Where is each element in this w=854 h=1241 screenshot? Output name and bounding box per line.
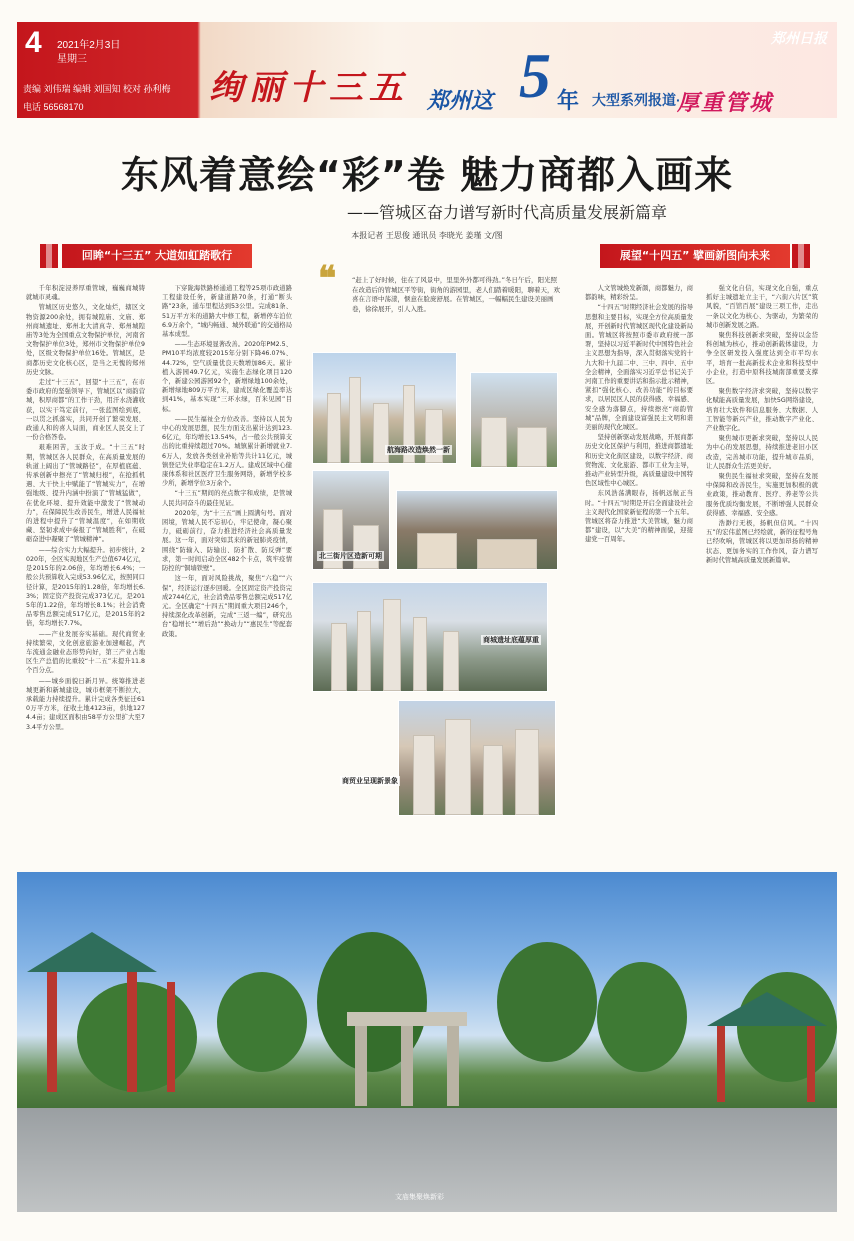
paragraph: 聚焦数字经济求突破，坚持以数字化赋能高质量发展，加快5G网络建设，培育壮大软件和信息服务、大数据、人工智能等新兴产业，推动数字产业化、产业数字化。 [706, 388, 818, 433]
page-number: 4 [25, 26, 42, 59]
photo-commerce [398, 700, 556, 816]
paragraph: ——产业发展夯实基础。现代商贸业持续繁荣，文化创意旅游业加速崛起，汽车流通金融业态形势向好，第三产业占地区生产总值的比重较“十二五”末提升11.8个百分点。 [26, 630, 145, 675]
series-five: 5 [519, 40, 551, 111]
paragraph: “十三五”期间的亮点数字和成绩，是管城人民共同奋斗的最佳见证。 [162, 490, 292, 507]
paragraph: 管城区历史悠久，文化灿烂，辖区文物资源200余处，拥有城隍庙、文庙、郑州商城遗址、郑州北大清真寺、郑州城隍庙等3处为全国重点文物保护单位，河南省文物保护单位3处，郑州市文物保护单位9处，区级文物保护单位16处。管城区，是商都历史文化核心区，是当之无愧的郑州历史文脉。 [26, 304, 145, 376]
issue-date: 2021年2月3日 [57, 40, 121, 51]
pull-quote: “赶上了好时候，住在了风景中，里里外外都可得劲。”冬日午后，阳光照在改造后的管城区平等街，街角的游园里，老人们踏着暖阳，聊着天，欢喜在言语中荡漾，惬意在脸庞舒展。在管城区，一幅幅民生建设美丽画卷，徐徐展开，引人入胜。 [352, 276, 560, 313]
column-brand: 绚丽十三五 [209, 68, 409, 108]
banner-decoration [40, 244, 58, 268]
paragraph: 聚焦科技创新求突破，坚持以金岱科创城为核心，推动创新载体建设，力争全区研发投入强度达到全市平均水平，培育一批高新技术企业和科技型中小企业，打造中原科技城南部重要支撑区。 [706, 332, 818, 386]
paragraph: ——综合实力大幅提升。初步统计，2020年，全区实现地区生产总值674亿元，是2015年的2.06倍，年均增长6.4%；一般公共预算收入完成53.96亿元，按照同口径计算，是2015年的1.28倍，年均增长6.3%；固定资产投资完成373亿元，是2015年的1.22倍，年均增长8.1%；社会消费品零售总额完成517亿元，是2015年的2倍，年均增长7.7%。 [26, 546, 145, 628]
paragraph: 艰难困苦，玉汝于成。“十三五”时期，管城区各人民群众，在高质量发展的轨道上阔出了“管城路径”，在厚植底蕴、传承创新中擦亮了“管城归根”，在抢抓机遇、大干快上中赋能了“管城实力”，在增强地级、提升内涵中扮演了“管城猛做”，在优化环境、提升效能中激发了“管城动力”，在保障民生改善民生，增进人民福祉的进程中提升了“管城温度”，在如期收藏、坚韧求成中奏报了“管城胜利”，在砥砺奋进中凝聚了“管城精神”。 [26, 444, 145, 544]
series-city: 郑州这 [427, 88, 494, 113]
paragraph: 下穿陇海铁路桥通道工程等25项市政道路工程建设任务，新建道路70条，打通“断头路”23条，通车里程达到53公里。完成81条、51万平方米的道路大中修工程，新增停车泊位6.9万余个，“城内畅通、城外联通”的交通格局基本成型。 [162, 285, 292, 339]
photo-old-buildings [396, 490, 558, 570]
paragraph: 聚焦民生福祉求突破，坚持在发展中保障和改善民生，实施更加积极的就业政策，推动教育、医疗、养老等公共服务优质均衡发展，不断增强人民群众获得感、幸福感、安全感。 [706, 473, 818, 517]
contact-phone: 电话 56568170 [23, 102, 84, 112]
text-column-4 [585, 284, 693, 824]
series-year: 年 [557, 88, 580, 113]
paragraph: 人文管城焕发新颜，商都魅力，商都韵味，精彩纷呈。 [585, 285, 693, 302]
headline: 东风着意绘“彩”卷 魅力商都入画来 [120, 153, 734, 197]
paragraph: “十四五”时期经济社会发展的指导思想和主要目标，实现全方位高质量发展，开创新时代管城区现代化建设新局面。管城区将按照市委市政府统一部署，坚持以习近平新时代中国特色社会主义思想为指导，深入贯彻落实党的十九大和十九届二中、三中、四中、五中全会精神，全面落实习近平总书记关于河南工作的重要讲话和指示批示精神，紧扣“强化核心、改善功能”的目标要求，以居民区人民的获得感、幸福感、安全感为落脚点，持续擦亮“商韵管城”品牌，全面建设富强民主文明和谐美丽的现代化城区。 [585, 304, 693, 432]
subheadline: ——管城区奋力谱写新时代高质量发展新篇章 [346, 203, 667, 222]
paragraph: 走过“十三五”，回望“十三五”，在市委市政府的坚强领导下，管城区以“商韵营城，积厚商都”的工作干劲，用汗水浇灌收获，以实干笃定前行，一张蓝图绘到底，一以贯之抓落实，共同开创了繁荣发展、政通人和的喜人局面，商业区人民交上了一份合格答卷。 [26, 379, 145, 442]
paragraph: 2020年，为“十三五”画上圆满句号。面对困境，管城人民不忘初心，牢记使命，凝心聚力，砥砺前行，奋力推进经济社会高质量发展。这一年，面对突如其来的新冠肺炎疫情，围绕“防输入、防输出、防扩散、防反弹”要求，第一时间启动全区482个卡点，筑牢疫情防控的“铜墙铁壁”。 [162, 509, 292, 573]
paragraph: 千年积淀浸养厚重管城，巍巍商城铸就城市灵魂。 [26, 285, 145, 302]
panorama-caption: 文庙集聚焕新彩 [395, 1193, 444, 1201]
paragraph: 东风浩荡满眼春，扬帆远航正当时。“十四五”时期是开启全面建设社会主义现代化国家新征程的第一个五年。管城区将奋力推进“大美管城，魅力商都”建设，以“大美”的精神面貌，迎接建党一百周年。 [585, 490, 693, 544]
paragraph: 强文化自信，实现文化自强，重点抓好主城遗址立主干，“六街六片区”筑风貌，“百馆百展”建设三项工作，走出一条以文化为核心、为驱动，为繁荣的城市创新发展之路。 [706, 285, 818, 329]
photo-beisanjie [312, 470, 390, 570]
paragraph: ——民生福祉全方位改善。坚持以人民为中心的发展思想，民生方面支出累计达到123.6亿元，年均增长13.54%，占一般公共预算支出的比重持续超过70%。城镇累计新增就业7.6万人，发放各类创业补贴等共计11亿元，城镇登记失业率稳定在1.2万人。建成区域中心健康体系和社区医疗卫生服务网络，新增学校多少所，新增学位3万余个。 [162, 415, 292, 488]
byline: 本报记者 王思俊 通讯员 李晓光 姜瑾 文/图 [351, 231, 503, 240]
quote-mark-icon: ❝ [318, 259, 337, 299]
paragraph: 聚焦城市更新求突破，坚持以人民为中心的发展思想，持续推进老旧小区改造，完善城市功能，提升城市品质，让人民群众生活更美好。 [706, 435, 818, 470]
section-banner-right: 展望“十四五” 擘画新图向未来 [600, 244, 790, 268]
page-header [17, 22, 837, 118]
photo-caption: 商城遗址底蕴厚重 [483, 636, 539, 644]
photo-caption: 航海路改造焕然一新 [387, 446, 450, 454]
section-banner-left: 回眸“十三五” 大道如虹踏歌行 [62, 244, 252, 268]
photo-street [470, 372, 558, 468]
photo-caption: 商贸业呈现新景象 [342, 777, 398, 785]
paragraph: ——生态环境显著改善。2020年PM2.5、PM10平均浓度较2015年分别下降46.07%、44.72%，空气质量优良天数增加86天。累计植入游园49.7亿元，实施生态绿化项目120个，新建公园游园92个，新增绿地100余处，新增绿地809万平方米，建成区绿化覆盖率达到41%，基本实现“三环水绿，百米见园”目标。 [162, 341, 292, 413]
stone-archway [347, 1012, 467, 1026]
panorama-photo [17, 872, 837, 1212]
district-title: 厚重管城 [677, 90, 774, 116]
editor-credits: 责编 刘伟瑞 编辑 刘国知 校对 孙利梅 [23, 84, 171, 94]
paragraph: 浩渺行无极，扬帆但信风。“十四五”的宏伟蓝图已经绘就，新的征程号角已经吹响，管城区将以更加昂扬的精神状态、更加务实的工作作风，奋力谱写新时代管城高质量发展新篇章。 [706, 520, 818, 564]
series-type: 大型系列报道· [592, 92, 681, 108]
text-column-2 [162, 284, 292, 824]
banner-decoration [792, 244, 810, 268]
newspaper-logo: 郑州日报 [771, 31, 827, 47]
text-column-5 [706, 284, 818, 824]
photo-hanghai-road [312, 352, 457, 464]
paragraph: ——城乡面貌日新月异。统筹推进老城更新和新城建设，城市框架不断拉大，承载能力持续提升。累计完成各类征迁610万平方米，征收土地4123亩，供地1274.4亩；建成区面积由58平方公里扩大至73.4平方公里。 [26, 677, 145, 731]
paragraph: 坚持创新驱动发展战略，开展商都历史文化区保护与利用，推进商都遗址和历史文化街区建设，以数字经济、商贸物流、文化旅游、都市工业为主导，推动产业转型升级，高质量建设中国特色区域性中心城区。 [585, 434, 693, 488]
paragraph: 这一年，面对风险挑战，聚焦“六稳”“六保”，经济运行逐步回暖。全区固定资产投资完成2744亿元，社会消费品零售总额完成517亿元。全区确定“十四五”期间重大项目246个，持续深化改革创新，完成“三返一编”，研究出台“稳增长”“增后劲”“换动力”“惠民生”等配套政策。 [162, 575, 292, 638]
photo-shang-ruins [312, 582, 548, 692]
photo-caption: 北三街片区造新可期 [319, 552, 382, 560]
text-column-1 [26, 284, 145, 824]
issue-weekday: 星期三 [57, 54, 87, 65]
